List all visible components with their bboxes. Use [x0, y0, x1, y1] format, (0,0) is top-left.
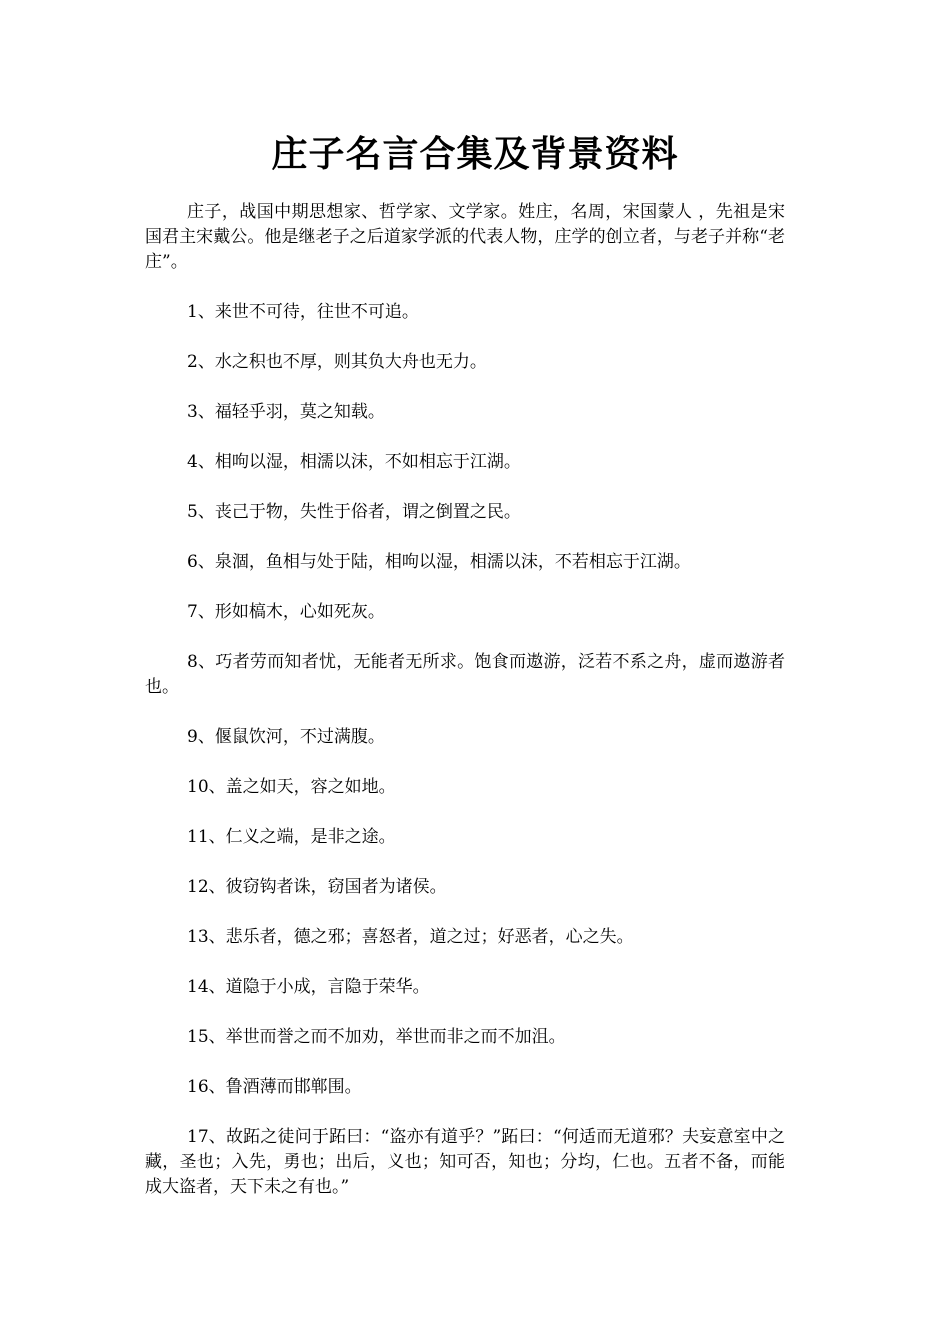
quote-item: 6、泉涸，鱼相与处于陆，相呴以湿，相濡以沫，不若相忘于江湖。 — [187, 552, 691, 572]
quote-item: 15、举世而誉之而不加劝，举世而非之而不加沮。 — [187, 1027, 566, 1047]
document-body — [145, 200, 785, 1225]
quote-item: 1、来世不可待，往世不可追。 — [187, 302, 419, 322]
quote-item: 2、水之积也不厚，则其负大舟也无力。 — [187, 352, 487, 372]
quote-item: 16、鲁酒薄而邯郸围。 — [187, 1077, 362, 1097]
intro-paragraph: 庄子，战国中期思想家、哲学家、文学家。姓庄，名周，宋国蒙人 ，先祖是宋国君主宋戴公。他是继老子之后道家学派的代表人物，庄学的创立者，与老子并称“老庄”。 — [145, 202, 785, 272]
quote-item: 9、偃鼠饮河，不过满腹。 — [187, 727, 385, 747]
quote-item: 17、故跖之徒问于跖曰：“盗亦有道乎？”跖曰：“何适而无道邪？夫妄意室中之藏，圣也；入先，勇也；出后，义也；知可否，知也；分均，仁也。五者不备，而能成大盗者，天下未之有也。” — [145, 1127, 785, 1197]
page-title: 庄子名言合集及背景资料 — [271, 133, 679, 175]
quote-item: 12、彼窃钩者诛，窃国者为诸侯。 — [187, 877, 447, 897]
quote-item: 5、丧己于物，失性于俗者，谓之倒置之民。 — [187, 502, 521, 522]
quote-item: 4、相呴以湿，相濡以沫，不如相忘于江湖。 — [187, 452, 521, 472]
quote-item: 13、悲乐者，德之邪；喜怒者，道之过；好恶者，心之失。 — [187, 927, 634, 947]
quote-item: 10、盖之如天，容之如地。 — [187, 777, 396, 797]
quote-item: 8、巧者劳而知者忧，无能者无所求。饱食而遨游，泛若不系之舟，虚而遨游者也。 — [145, 652, 785, 697]
quote-item: 11、仁义之端，是非之途。 — [187, 827, 396, 847]
quote-item: 7、形如槁木，心如死灰。 — [187, 602, 385, 622]
quote-item: 3、福轻乎羽，莫之知载。 — [187, 402, 385, 422]
quote-item: 14、道隐于小成，言隐于荣华。 — [187, 977, 430, 997]
